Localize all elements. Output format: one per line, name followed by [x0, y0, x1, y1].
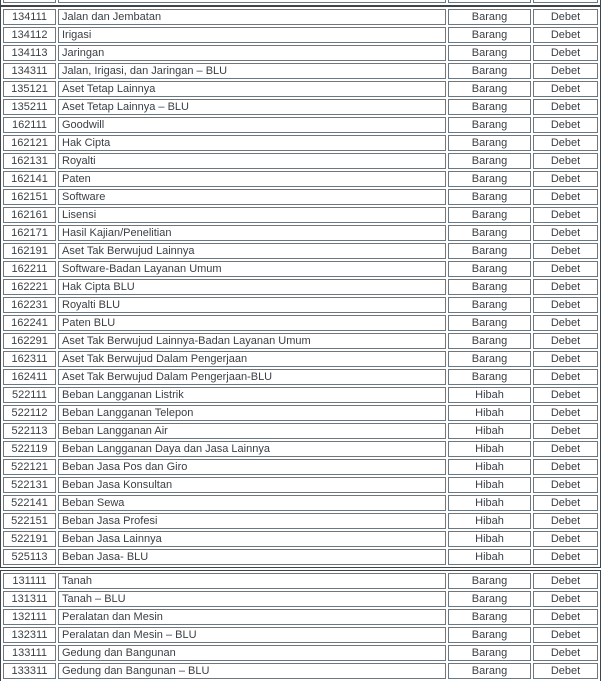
account-code-cell: 525113	[3, 549, 56, 565]
account-code-cell: 162211	[3, 261, 56, 277]
account-code-cell: 522141	[3, 495, 56, 511]
entry-type-cell: Debet	[533, 441, 598, 457]
cut-off-row	[3, 0, 598, 3]
table-row	[3, 297, 598, 313]
entry-type-cell: Debet	[533, 315, 598, 331]
account-name-cell: Paten BLU	[58, 315, 446, 331]
account-code-cell: 522112	[3, 405, 56, 421]
account-name-cell: Hak Cipta	[58, 135, 446, 151]
table-row	[3, 513, 598, 529]
table-row	[3, 225, 598, 241]
table-row	[3, 477, 598, 493]
account-name-cell: Beban Jasa Pos dan Giro	[58, 459, 446, 475]
table-row	[3, 423, 598, 439]
entry-type-cell: Debet	[533, 369, 598, 385]
account-code-cell: 133111	[3, 645, 56, 661]
entry-type-cell: Debet	[533, 477, 598, 493]
table-row	[3, 207, 598, 223]
account-name-cell: Aset Tak Berwujud Dalam Pengerjaan-BLU	[58, 369, 446, 385]
account-code-cell: 131111	[3, 573, 56, 589]
account-name-cell: Royalti BLU	[58, 297, 446, 313]
table-row	[3, 9, 598, 25]
entry-type-cell: Debet	[533, 591, 598, 607]
account-code-cell: 131311	[3, 591, 56, 607]
entry-type-cell: Debet	[533, 663, 598, 679]
account-name-cell: Peralatan dan Mesin – BLU	[58, 627, 446, 643]
category-cell: Barang	[448, 591, 531, 607]
account-code-cell: 162241	[3, 315, 56, 331]
category-cell: Hibah	[448, 405, 531, 421]
entry-type-cell: Debet	[533, 63, 598, 79]
account-name-cell: Gedung dan Bangunan – BLU	[58, 663, 446, 679]
account-name-cell: Tanah	[58, 573, 446, 589]
account-code-cell: 162141	[3, 171, 56, 187]
category-cell: Barang	[448, 243, 531, 259]
category-cell: Barang	[448, 663, 531, 679]
account-code-cell: 132311	[3, 627, 56, 643]
category-cell: Barang	[448, 207, 531, 223]
category-cell: Barang	[448, 315, 531, 331]
account-code-cell: 162231	[3, 297, 56, 313]
account-name-cell: Beban Langganan Telepon	[58, 405, 446, 421]
account-name-cell: Tanah – BLU	[58, 591, 446, 607]
table-row	[3, 549, 598, 565]
entry-type-cell: Debet	[533, 423, 598, 439]
entry-type-cell: Debet	[533, 189, 598, 205]
table-row	[3, 573, 598, 589]
account-code-cell: 162311	[3, 351, 56, 367]
account-code-cell: 162131	[3, 153, 56, 169]
account-name-cell: Software	[58, 189, 446, 205]
account-name-cell: Beban Jasa- BLU	[58, 549, 446, 565]
entry-type-cell: Debet	[533, 531, 598, 547]
table-row	[3, 645, 598, 661]
account-name-cell: Beban Jasa Konsultan	[58, 477, 446, 493]
lower-account-table	[0, 570, 601, 681]
account-code-cell: 522131	[3, 477, 56, 493]
account-code-cell: 134113	[3, 45, 56, 61]
category-cell: Hibah	[448, 549, 531, 565]
table-row	[3, 135, 598, 151]
account-code-cell: 134311	[3, 63, 56, 79]
account-code-cell: 162111	[3, 117, 56, 133]
account-code-cell: 522191	[3, 531, 56, 547]
upper-account-table	[0, 6, 601, 568]
account-name-cell: Jalan, Irigasi, dan Jaringan – BLU	[58, 63, 446, 79]
entry-type-cell: Debet	[533, 99, 598, 115]
table-row	[3, 369, 598, 385]
category-cell: Barang	[448, 609, 531, 625]
table-row	[3, 459, 598, 475]
entry-type-cell: Debet	[533, 645, 598, 661]
account-code-cell: 135211	[3, 99, 56, 115]
account-name-cell: Peralatan dan Mesin	[58, 609, 446, 625]
category-cell: Barang	[448, 645, 531, 661]
category-cell: Hibah	[448, 513, 531, 529]
entry-type-cell: Debet	[533, 9, 598, 25]
category-cell: Barang	[448, 333, 531, 349]
table-row	[3, 243, 598, 259]
category-cell: Barang	[448, 45, 531, 61]
table-row	[3, 81, 598, 97]
account-name-cell: Lisensi	[58, 207, 446, 223]
entry-type-cell: Debet	[533, 387, 598, 403]
entry-type-cell: Debet	[533, 333, 598, 349]
entry-type-cell: Debet	[533, 573, 598, 589]
account-code-cell: 522113	[3, 423, 56, 439]
entry-type-cell: Debet	[533, 135, 598, 151]
table-row	[3, 627, 598, 643]
table-row	[3, 333, 598, 349]
account-name-cell: Aset Tetap Lainnya	[58, 81, 446, 97]
entry-type-cell: Debet	[533, 243, 598, 259]
entry-type-cell: Debet	[533, 279, 598, 295]
account-name-cell: Jaringan	[58, 45, 446, 61]
entry-type-cell: Debet	[533, 117, 598, 133]
entry-type-cell	[533, 0, 598, 3]
category-cell: Hibah	[448, 441, 531, 457]
category-cell: Barang	[448, 117, 531, 133]
account-name-cell: Beban Langganan Listrik	[58, 387, 446, 403]
category-cell: Barang	[448, 153, 531, 169]
table-row	[3, 117, 598, 133]
account-name-cell: Beban Jasa Profesi	[58, 513, 446, 529]
category-cell: Barang	[448, 189, 531, 205]
account-code-cell: 522121	[3, 459, 56, 475]
account-name-cell	[58, 0, 446, 3]
category-cell: Hibah	[448, 423, 531, 439]
account-name-cell: Paten	[58, 171, 446, 187]
table-row	[3, 591, 598, 607]
entry-type-cell: Debet	[533, 81, 598, 97]
category-cell: Barang	[448, 171, 531, 187]
account-code-cell	[3, 0, 56, 3]
table-row	[3, 279, 598, 295]
entry-type-cell: Debet	[533, 45, 598, 61]
account-code-cell: 162411	[3, 369, 56, 385]
account-name-cell: Beban Sewa	[58, 495, 446, 511]
account-name-cell: Hak Cipta BLU	[58, 279, 446, 295]
entry-type-cell: Debet	[533, 225, 598, 241]
account-name-cell: Aset Tak Berwujud Lainnya-Badan Layanan Umum	[58, 333, 446, 349]
table-row	[3, 315, 598, 331]
category-cell: Barang	[448, 351, 531, 367]
table-row	[3, 405, 598, 421]
account-name-cell: Beban Jasa Lainnya	[58, 531, 446, 547]
entry-type-cell: Debet	[533, 513, 598, 529]
entry-type-cell: Debet	[533, 609, 598, 625]
account-name-cell: Irigasi	[58, 27, 446, 43]
category-cell: Barang	[448, 99, 531, 115]
account-code-cell: 134112	[3, 27, 56, 43]
category-cell: Barang	[448, 81, 531, 97]
entry-type-cell: Debet	[533, 261, 598, 277]
table-row	[3, 45, 598, 61]
entry-type-cell: Debet	[533, 171, 598, 187]
account-code-cell: 132111	[3, 609, 56, 625]
entry-type-cell: Debet	[533, 549, 598, 565]
account-name-cell: Beban Langganan Daya dan Jasa Lainnya	[58, 441, 446, 457]
category-cell: Hibah	[448, 459, 531, 475]
entry-type-cell: Debet	[533, 627, 598, 643]
entry-type-cell: Debet	[533, 351, 598, 367]
entry-type-cell: Debet	[533, 495, 598, 511]
account-name-cell: Goodwill	[58, 117, 446, 133]
account-code-cell: 522111	[3, 387, 56, 403]
entry-type-cell: Debet	[533, 297, 598, 313]
account-name-cell: Beban Langganan Air	[58, 423, 446, 439]
entry-type-cell: Debet	[533, 405, 598, 421]
category-cell: Hibah	[448, 477, 531, 493]
table-row	[3, 99, 598, 115]
table-row	[3, 351, 598, 367]
account-name-cell: Hasil Kajian/Penelitian	[58, 225, 446, 241]
account-code-cell: 134111	[3, 9, 56, 25]
table-row	[3, 387, 598, 403]
table-row	[3, 531, 598, 547]
table-row	[3, 441, 598, 457]
category-cell: Barang	[448, 261, 531, 277]
table-row	[3, 609, 598, 625]
table-row	[3, 27, 598, 43]
account-name-cell: Royalti	[58, 153, 446, 169]
account-code-cell: 162221	[3, 279, 56, 295]
category-cell: Barang	[448, 135, 531, 151]
category-cell: Barang	[448, 279, 531, 295]
table-row	[3, 261, 598, 277]
category-cell: Barang	[448, 27, 531, 43]
category-cell: Hibah	[448, 387, 531, 403]
account-name-cell: Aset Tak Berwujud Dalam Pengerjaan	[58, 351, 446, 367]
table-row	[3, 495, 598, 511]
entry-type-cell: Debet	[533, 459, 598, 475]
table-row	[3, 663, 598, 679]
table-row	[3, 189, 598, 205]
account-code-cell: 162191	[3, 243, 56, 259]
table-row	[3, 171, 598, 187]
category-cell	[448, 0, 531, 3]
account-code-cell: 162291	[3, 333, 56, 349]
category-cell: Barang	[448, 369, 531, 385]
table-row	[3, 63, 598, 79]
account-code-cell: 522119	[3, 441, 56, 457]
account-name-cell: Gedung dan Bangunan	[58, 645, 446, 661]
category-cell: Barang	[448, 627, 531, 643]
entry-type-cell: Debet	[533, 27, 598, 43]
account-name-cell: Aset Tak Berwujud Lainnya	[58, 243, 446, 259]
category-cell: Barang	[448, 225, 531, 241]
account-code-cell: 162121	[3, 135, 56, 151]
account-code-cell: 133311	[3, 663, 56, 679]
account-name-cell: Aset Tetap Lainnya – BLU	[58, 99, 446, 115]
table-row	[3, 153, 598, 169]
account-code-cell: 162161	[3, 207, 56, 223]
account-code-cell: 162151	[3, 189, 56, 205]
category-cell: Hibah	[448, 531, 531, 547]
account-code-cell: 135121	[3, 81, 56, 97]
category-cell: Barang	[448, 63, 531, 79]
category-cell: Barang	[448, 9, 531, 25]
category-cell: Barang	[448, 573, 531, 589]
account-code-cell: 162171	[3, 225, 56, 241]
category-cell: Barang	[448, 297, 531, 313]
category-cell: Hibah	[448, 495, 531, 511]
entry-type-cell: Debet	[533, 207, 598, 223]
account-name-cell: Software-Badan Layanan Umum	[58, 261, 446, 277]
account-name-cell: Jalan dan Jembatan	[58, 9, 446, 25]
account-code-cell: 522151	[3, 513, 56, 529]
entry-type-cell: Debet	[533, 153, 598, 169]
